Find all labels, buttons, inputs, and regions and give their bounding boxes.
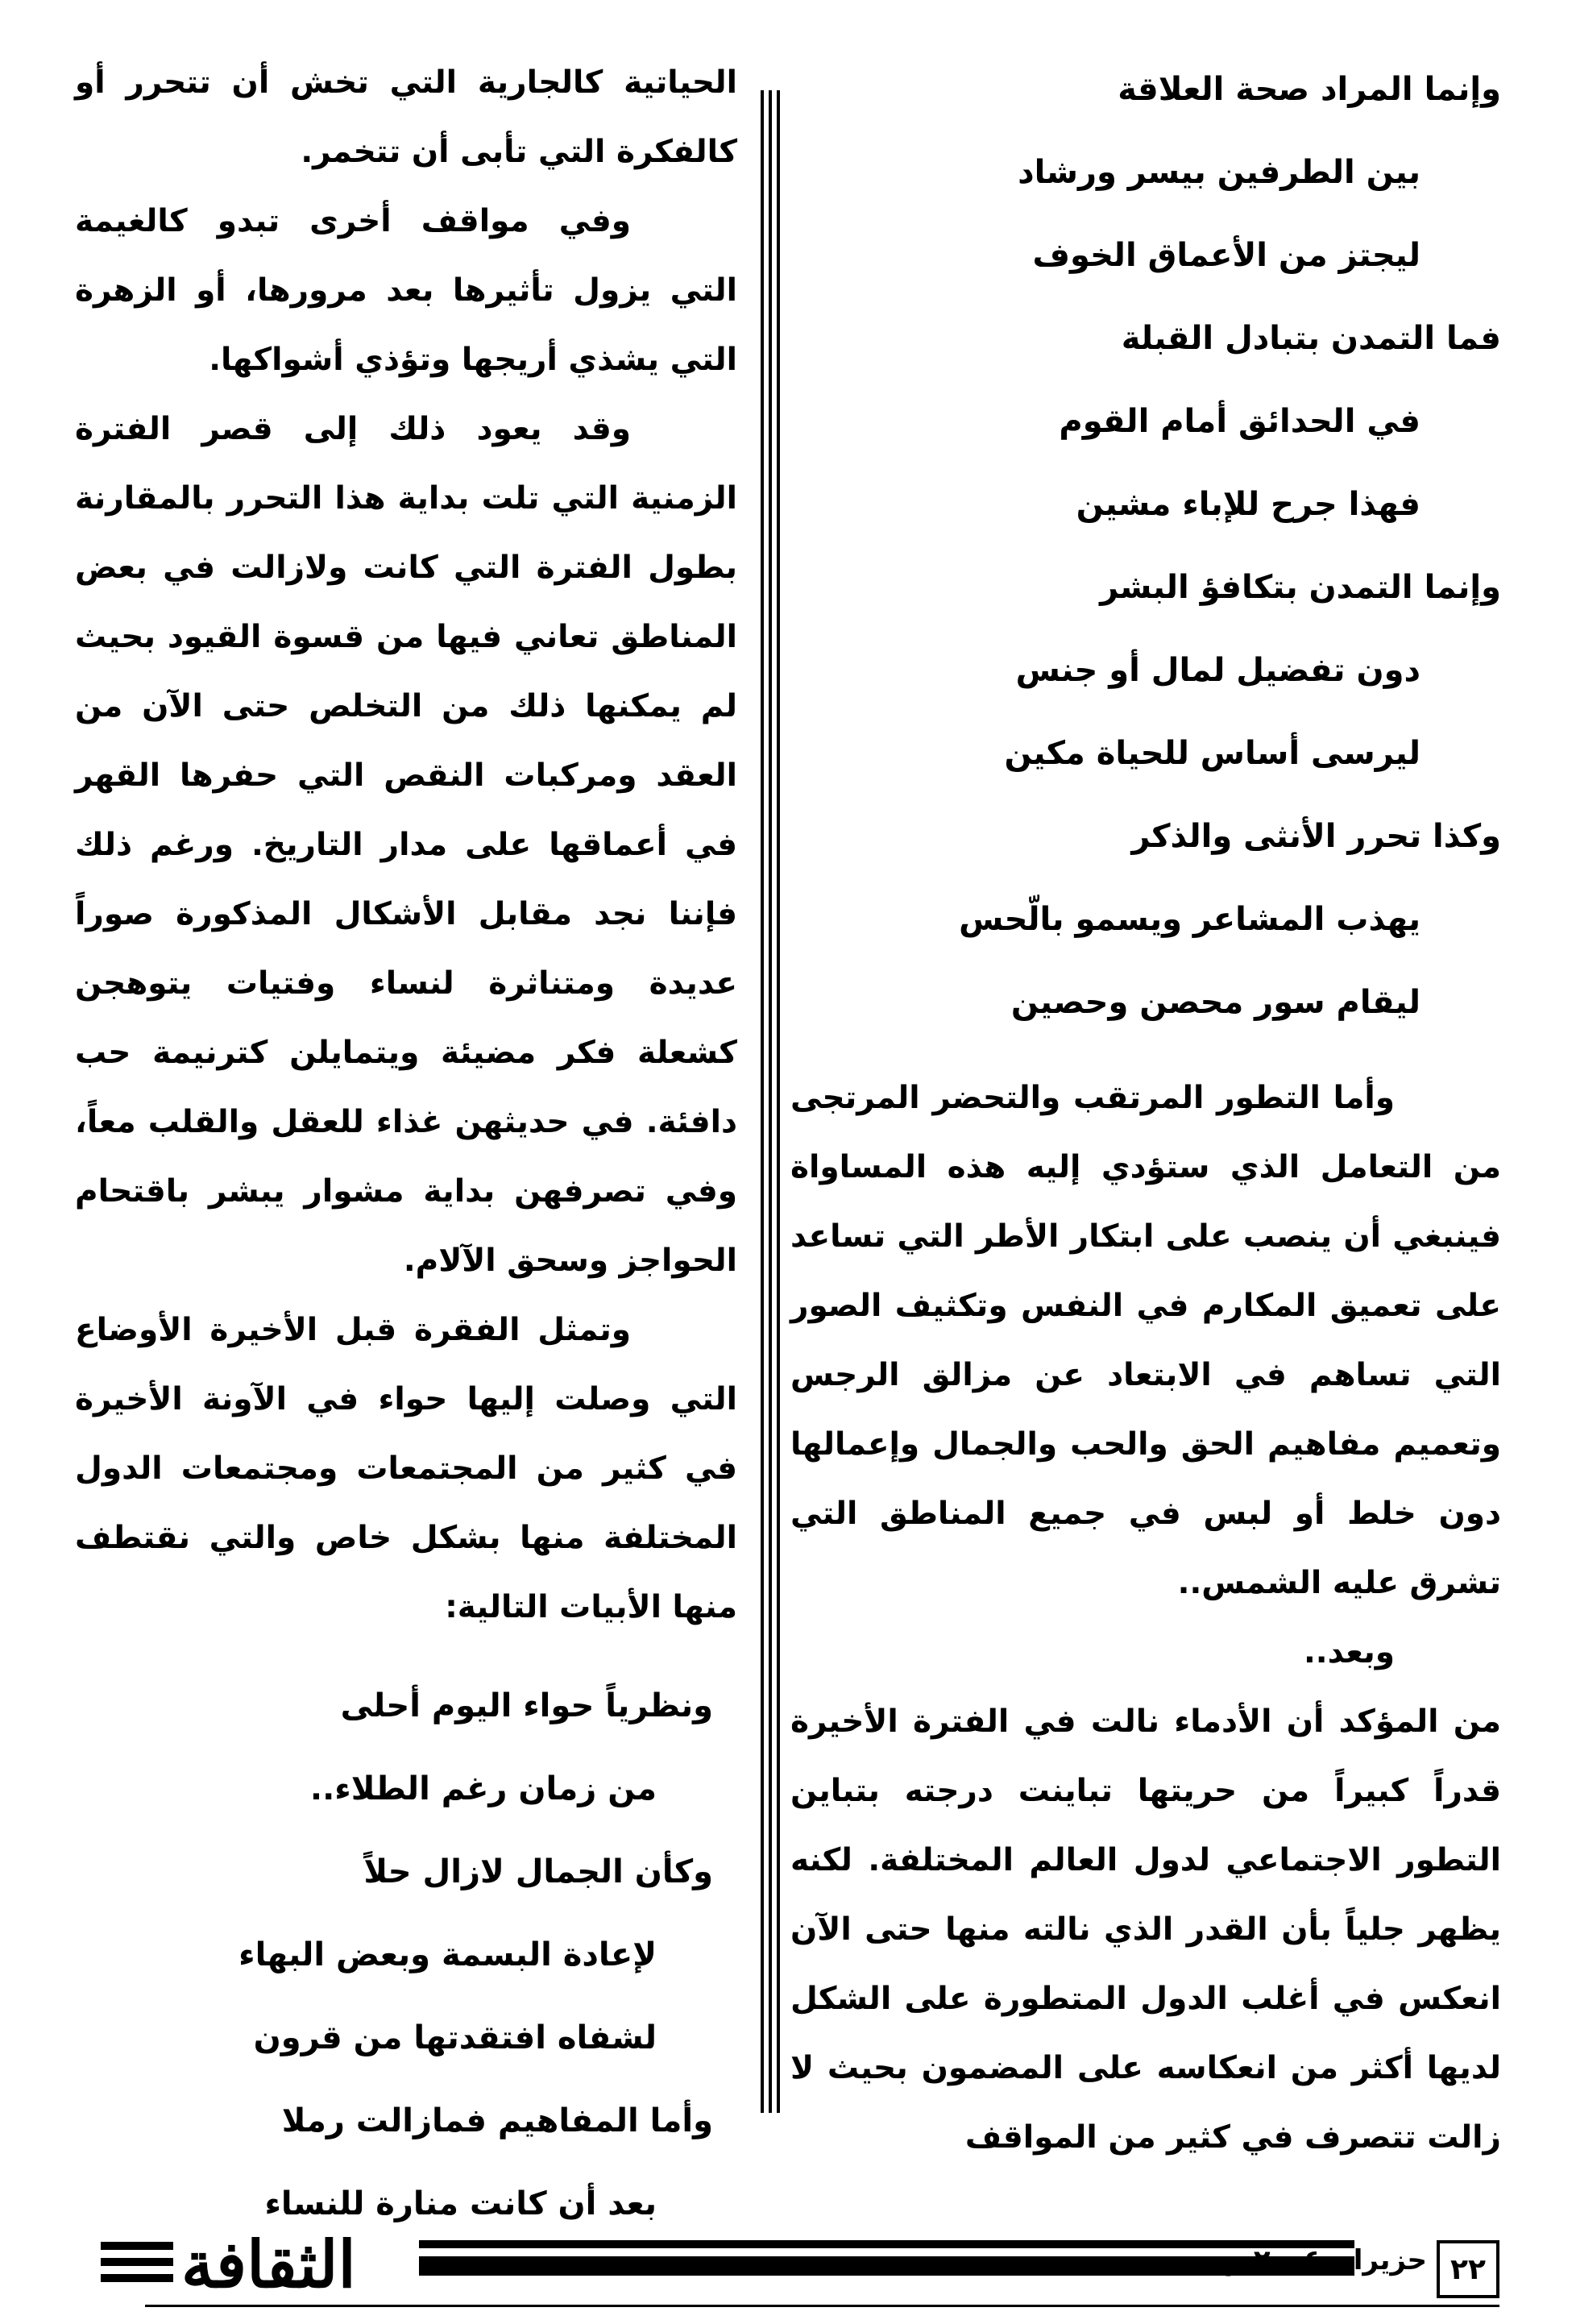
poem-line: ليجتز من الأعماق الخوف xyxy=(1032,237,1420,274)
poem-line: وكأن الجمال لازال حلاً xyxy=(363,1853,713,1890)
logo-bars xyxy=(101,2242,173,2290)
paragraph: وبعد.. xyxy=(1303,1634,1395,1670)
poem-b xyxy=(75,1665,737,2246)
poem-line: وأما المفاهيم فمازالت رملا xyxy=(281,2102,713,2139)
poem-line: لشفاه افتقدتها من قرون xyxy=(253,2019,657,2056)
poem-line: من زمان رغم الطلاء.. xyxy=(309,1770,657,1807)
poem-line: ونظرياً حواء اليوم أحلى xyxy=(340,1687,713,1724)
paragraph: وأما التطور المرتقب والتحضر المرتجى من التعامل الذي ستؤدي إليه هذه المساواة فينبغي أن ينصب على ابتكار الأطر التي تساعد على تعميق المكارم في النفس وتكثيف الصور التي تساهم في الابتعاد عن مزالق الرجس وتعميم مفاهيم الحق والحب والجمال وإعمالها دون خلط أو لبس في جميع المناطق التي تشرق عليه الشمس.. xyxy=(790,1080,1501,1601)
poem-line: وكذا تحرر الأنثى والذكر xyxy=(1131,818,1501,855)
footer-bars xyxy=(419,2240,1354,2297)
poem-line: بعد أن كانت منارة للنساء xyxy=(264,2185,657,2222)
issue-date: حزيران ٢٠٠٤ م xyxy=(1224,2244,1427,2276)
paragraph: من المؤكد أن الأدماء نالت في الفترة الأخيرة قدراً كبيراً من حريتها تباينت درجته بتباين التطور الاجتماعي لدول العالم المختلفة. لكنه يظهر جلياً بأن القدر الذي نالته منها حتى الآن انعكس في أغلب الدول المتطورة على الشكل لديها أكثر من انعكاسه على المضمون بحيث لا زالت تتصرف في كثير من المواقف xyxy=(790,1704,1501,2156)
poem-line: وإنما التمدن بتكافؤ البشر xyxy=(1100,569,1501,606)
magazine-logo: الثقافة xyxy=(181,2226,356,2302)
poem-line: بين الطرفين بيسر ورشاد xyxy=(1018,154,1420,191)
page-footer xyxy=(0,2224,1576,2313)
poem-line: فما التمدن بتبادل القبلة xyxy=(1121,320,1501,357)
poem-line: ليقام سور محصن وحصين xyxy=(1010,984,1420,1021)
poem-a xyxy=(790,48,1501,1044)
footer-rule xyxy=(145,2305,1499,2307)
page-number: ٢٢ xyxy=(1437,2240,1499,2298)
paragraph: الحياتية كالجارية التي تخش أن تتحرر أو كالفكرة التي تأبى أن تتخمر. xyxy=(75,64,737,170)
poem-line: فهذا جرح للإباء مشين xyxy=(1076,486,1420,523)
paragraph: وتمثل الفقرة قبل الأخيرة الأوضاع التي وصلت إليها حواء في الآونة الأخيرة في كثير من المجتمعات ومجتمعات الدول المختلفة منها بشكل خاص والتي نقتطف منها الأبيات التالية: xyxy=(75,1312,737,1625)
poem-line: يهذب المشاعر ويسمو بالّحس xyxy=(959,901,1420,938)
left-column xyxy=(75,48,737,2246)
poem-line: لإعادة البسمة وبعض البهاء xyxy=(238,1936,657,1973)
paragraph: وفي مواقف أخرى تبدو كالغيمة التي يزول تأثيرها بعد مرورها، أو الزهرة التي يشذي أريجها وتؤذي أشواكها. xyxy=(75,203,737,378)
poem-line: في الحدائق أمام القوم xyxy=(1059,403,1420,440)
poem-line: ليرسى أساس للحياة مكين xyxy=(1004,735,1420,772)
column-divider xyxy=(761,90,780,2113)
right-column xyxy=(790,48,1501,2173)
paragraph: وقد يعود ذلك إلى قصر الفترة الزمنية التي تلت بداية هذا التحرر بالمقارنة بطول الفترة التي كانت ولازالت في بعض المناطق تعاني فيها من قسوة القيود بحيث لم يمكنها ذلك من التخلص حتى الآن من العقد ومركبات النقص التي حفرها القهر في أعماقها على مدار التاريخ. ورغم ذلك فإننا نجد مقابل الأشكال المذكورة صوراً عديدة ومتناثرة لنساء وفتيات يتوهجن كشعلة فكر مضيئة ويتمايلن كترنيمة حب دافئة. في حديثهن غذاء للعقل والقلب معاً، وفي تصرفهن بداية مشوار يبشر باقتحام الحواجز وسحق الآلام. xyxy=(75,411,737,1279)
poem-line: دون تفضيل لمال أو جنس xyxy=(1015,652,1420,689)
poem-line: وإنما المراد صحة العلاقة xyxy=(1118,71,1501,108)
